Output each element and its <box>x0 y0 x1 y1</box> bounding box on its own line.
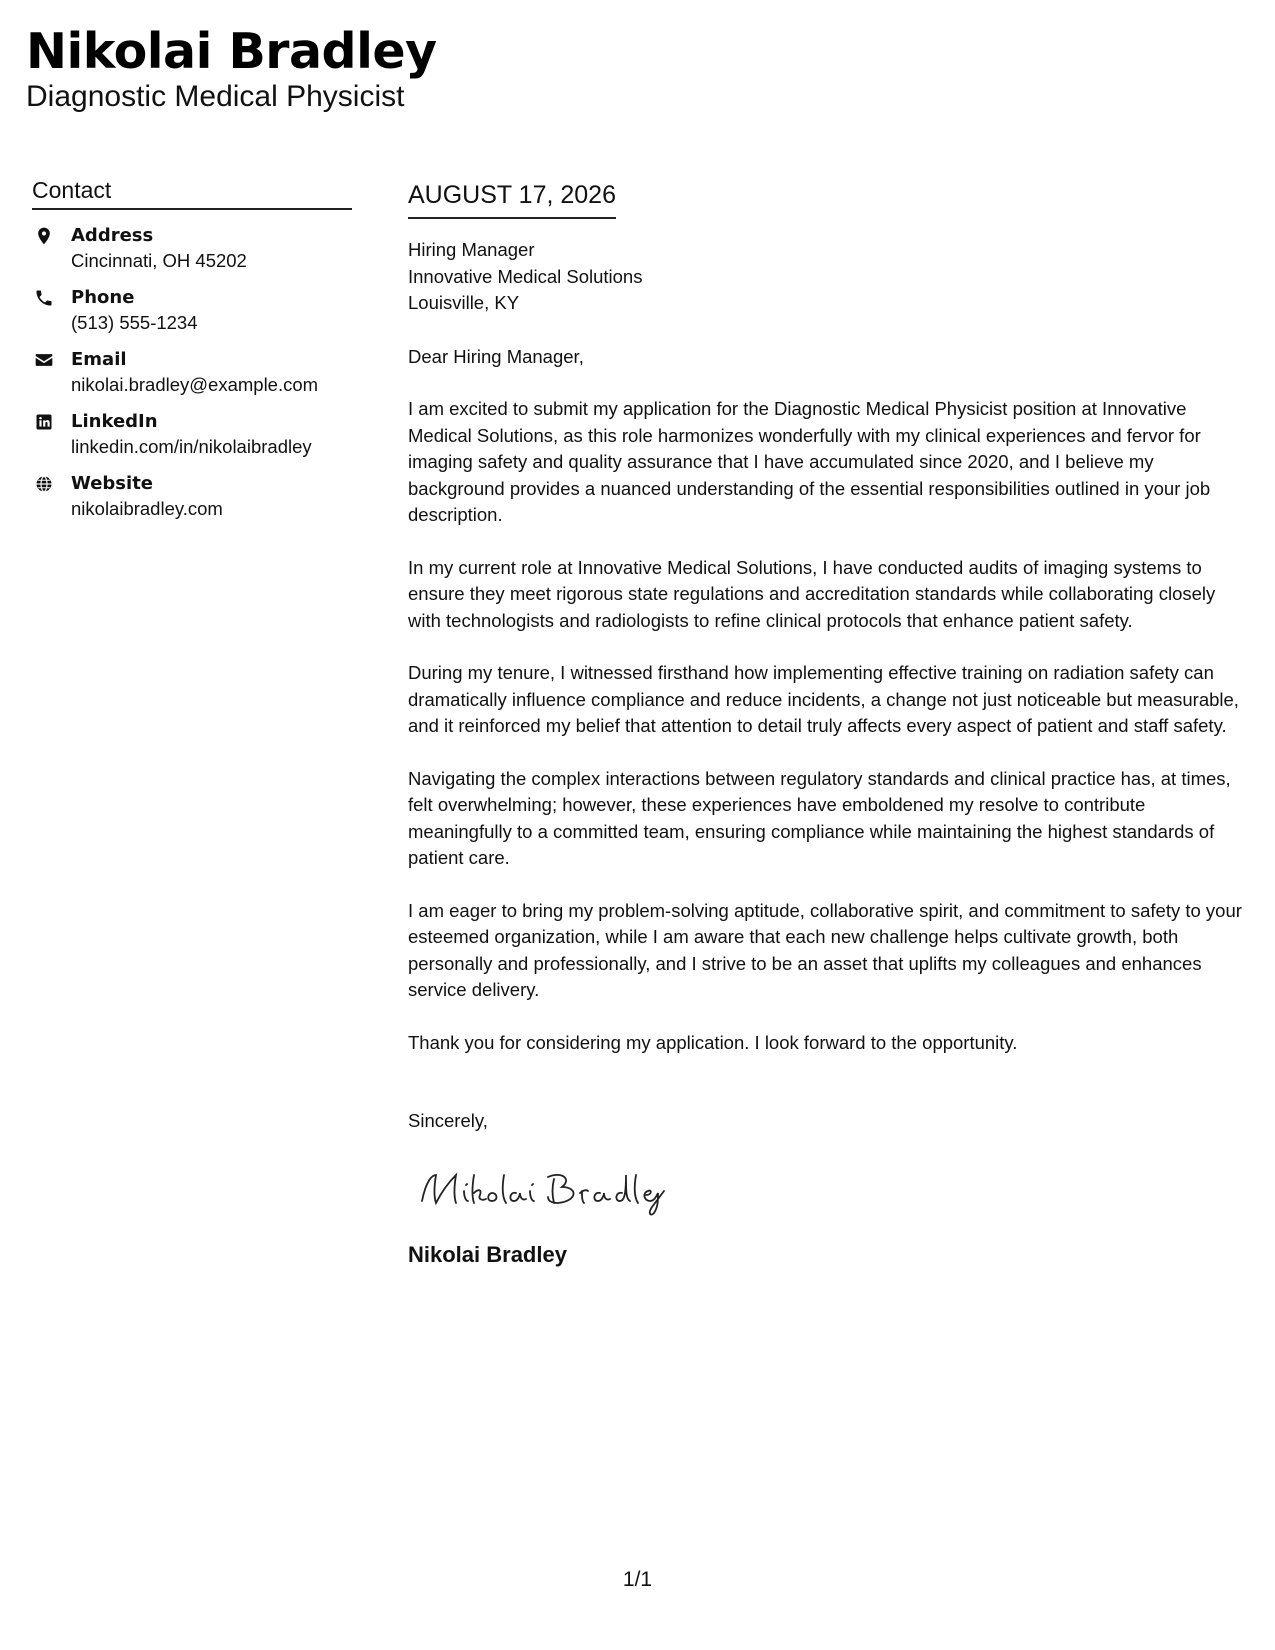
letter-paragraph: Navigating the complex interactions between regulatory standards and clinical practice has, at times, felt overwhelming; however, these experiences have emboldened my resolve to contribute meaningfully to a committed team, ensuring compliance while maintaining the highest standards of patient care. <box>408 767 1231 868</box>
contact-heading: Contact <box>32 176 352 210</box>
contact-label: Phone <box>71 287 135 308</box>
contact-value: linkedin.com/in/nikolaibradley <box>71 436 312 457</box>
letter-paragraph: Thank you for considering my application. I look forward to the opportunity. <box>408 1031 1018 1053</box>
closing: Sincerely, <box>408 1110 488 1131</box>
contact-value: nikolai.bradley@example.com <box>71 374 319 395</box>
letter-paragraph: During my tenure, I witnessed firsthand how implementing effective training on radiation safety can dramatically influence compliance and reduce incidents, a change not just noticeable but measurable, and it reinforced my belief that attention to detail truly affects every aspect of patient and staff safety. <box>408 662 1239 736</box>
recipient-line: Innovative Medical Solutions <box>408 265 643 287</box>
resume-header <box>26 22 437 114</box>
contact-email <box>32 348 352 397</box>
salutation: Dear Hiring Manager, <box>408 345 584 367</box>
contact-website <box>32 472 352 521</box>
contact-sidebar <box>32 176 352 534</box>
contact-phone <box>32 286 352 335</box>
contact-label: Email <box>71 349 127 370</box>
applicant-name: Nikolai Bradley <box>26 23 437 80</box>
letter-body <box>408 178 1253 1269</box>
applicant-title: Diagnostic Medical Physicist <box>26 80 405 113</box>
letter-paragraph: I am excited to submit my application for the Diagnostic Medical Physicist position at Innovative Medical Solutions, as this role harmonizes wonderfully with my clinical experiences and fervor for imaging safety and quality assurance that I have accumulated since 2020, and I believe my background provides a nuanced understanding of the essential responsibilities outlined in your job description. <box>408 398 1211 525</box>
phone-icon <box>34 288 54 308</box>
letter-paragraph: In my current role at Innovative Medical Solutions, I have conducted audits of imaging systems to ensure they meet rigorous state regulations and accreditation standards while collaborating closely with technologists and radiologists to refine clinical protocols that enhance patient safety. <box>408 556 1216 631</box>
contact-label: LinkedIn <box>71 411 158 432</box>
signer-name: Nikolai Bradley <box>408 1241 567 1267</box>
globe-icon <box>34 474 54 494</box>
letter-date: AUGUST 17, 2026 <box>408 178 616 219</box>
envelope-icon <box>34 350 54 370</box>
contact-address <box>32 224 352 273</box>
handwritten-signature <box>412 1161 1253 1217</box>
contact-value: (513) 555-1234 <box>71 312 198 333</box>
contact-linkedin <box>32 410 352 459</box>
contact-value: Cincinnati, OH 45202 <box>71 250 247 271</box>
contact-value: nikolaibradley.com <box>71 498 223 519</box>
recipient-block <box>408 237 1253 317</box>
linkedin-icon <box>34 412 54 432</box>
map-pin-icon <box>34 226 54 246</box>
letter-paragraph: I am eager to bring my problem-solving aptitude, collaborative spirit, and commitment to safety to your esteemed organization, while I am aware that each new challenge helps cultivate growth, both personally and professionally, and I strive to be an asset that uplifts my colleagues and enhances service delivery. <box>408 899 1242 1000</box>
page-number: 1/1 <box>622 1568 653 1591</box>
contact-label: Address <box>71 225 154 246</box>
contact-label: Website <box>71 473 154 494</box>
recipient-line: Louisville, KY <box>408 292 520 313</box>
recipient-line: Hiring Manager <box>408 239 535 260</box>
